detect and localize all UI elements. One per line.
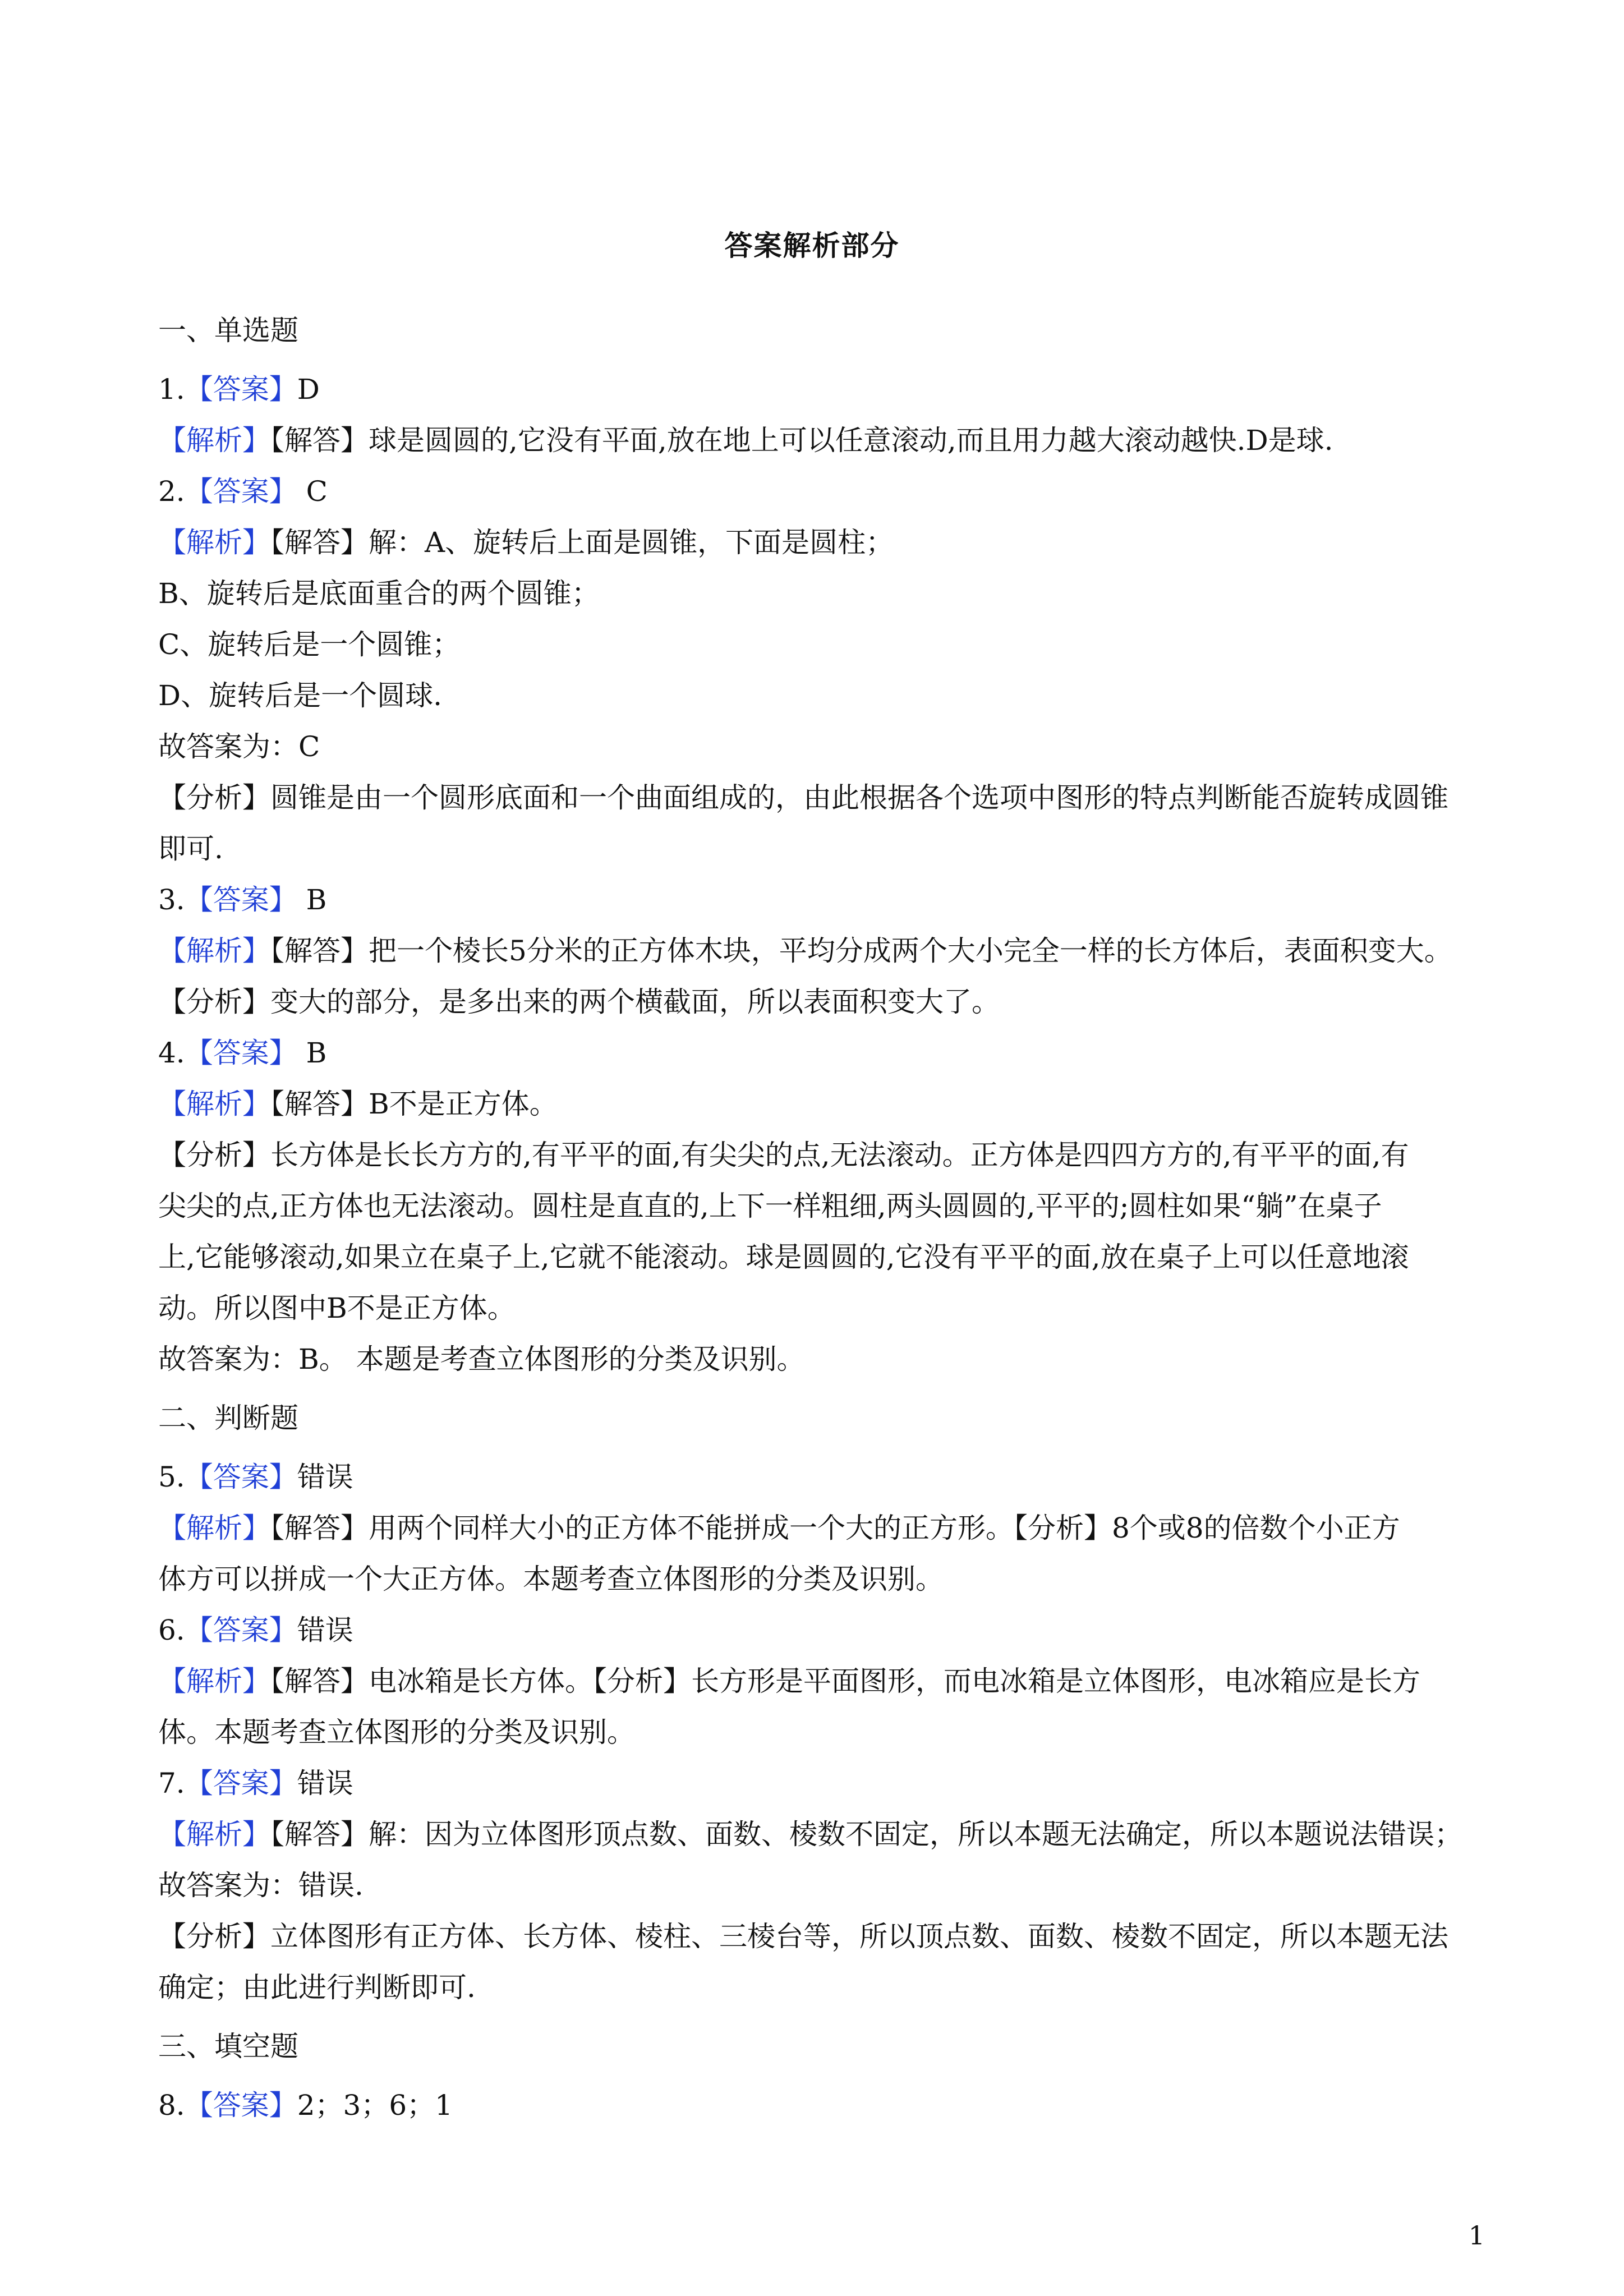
text-line <box>158 1707 1482 1758</box>
text-line <box>158 1181 1482 1232</box>
question-number: 8. <box>158 2089 185 2122</box>
analysis-line <box>158 1809 1482 1860</box>
line-text: 二、判断题 <box>158 1402 298 1434</box>
line-text: 尖尖的点,正方体也无法滚动。圆柱是直直的,上下一样粗细,两头圆圆的,平平的;圆柱如果“躺”在桌子 <box>158 1190 1382 1222</box>
answer-line <box>158 466 1482 517</box>
question-number: 7. <box>158 1767 185 1800</box>
question-number: 2. <box>158 475 185 508</box>
analysis-line <box>158 517 1482 568</box>
answer-content <box>158 297 1482 2131</box>
line-text: B <box>297 884 327 916</box>
line-text: 错误 <box>297 1614 353 1646</box>
line-text: 体。本题考查立体图形的分类及识别。 <box>158 1716 635 1749</box>
answer-line <box>158 1605 1482 1656</box>
line-text: 【分析】长方体是长长方方的,有平平的面,有尖尖的点,无法滚动。正方体是四四方方的,有平平的面,有 <box>158 1139 1409 1171</box>
text-line <box>158 1860 1482 1911</box>
analysis-tag: 【解析】 <box>158 526 270 559</box>
text-line <box>158 568 1482 619</box>
section-heading <box>158 2021 1482 2072</box>
line-text: 【解答】解：A、旋转后上面是圆锥，下面是圆柱； <box>270 526 894 559</box>
line-text: D、旋转后是一个圆球. <box>158 679 442 712</box>
answer-tag: 【答案】 <box>185 1461 297 1493</box>
question-number: 4. <box>158 1037 185 1069</box>
line-text: 确定；由此进行判断即可. <box>158 1971 476 2004</box>
answer-tag: 【答案】 <box>185 1767 297 1800</box>
analysis-line <box>158 926 1482 977</box>
line-text: 【解答】B不是正方体。 <box>270 1088 558 1120</box>
answer-line <box>158 1758 1482 1809</box>
line-text: 2；3；6；1 <box>297 2089 453 2122</box>
answer-line <box>158 2080 1482 2131</box>
analysis-line <box>158 1079 1482 1130</box>
line-text: 【分析】立体图形有正方体、长方体、棱柱、三棱台等，所以顶点数、面数、棱数不固定，所以本题无法 <box>158 1920 1448 1953</box>
line-text: 错误 <box>297 1461 353 1493</box>
page-number: 1 <box>1468 2220 1485 2251</box>
line-text: D <box>297 373 320 406</box>
analysis-line <box>158 1503 1482 1554</box>
page-title: 答案解析部分 <box>724 229 900 262</box>
text-line <box>158 619 1482 670</box>
analysis-line <box>158 415 1482 466</box>
answer-line <box>158 1452 1482 1503</box>
text-line <box>158 1554 1482 1605</box>
analysis-tag: 【解析】 <box>158 1088 270 1120</box>
analysis-tag: 【解析】 <box>158 1665 270 1697</box>
analysis-tag: 【解析】 <box>158 935 270 967</box>
line-text: 【分析】圆锥是由一个圆形底面和一个曲面组成的，由此根据各个选项中图形的特点判断能否旋转成圆锥 <box>158 781 1448 814</box>
line-text: 错误 <box>297 1767 353 1800</box>
text-line <box>158 1911 1482 1962</box>
line-text: 【分析】变大的部分，是多出来的两个横截面，所以表面积变大了。 <box>158 986 1000 1018</box>
text-line <box>158 1334 1482 1385</box>
text-line <box>158 1962 1482 2013</box>
answer-tag: 【答案】 <box>185 1037 297 1069</box>
line-text: 【解答】用两个同样大小的正方体不能拼成一个大的正方形。【分析】8个或8的倍数个小正方 <box>270 1512 1400 1544</box>
analysis-line <box>158 1656 1482 1707</box>
analysis-tag: 【解析】 <box>158 1512 270 1544</box>
section-heading <box>158 305 1482 356</box>
line-text: C、旋转后是一个圆锥； <box>158 628 461 661</box>
line-text: 【解答】电冰箱是长方体。【分析】长方形是平面图形，而电冰箱是立体图形，电冰箱应是长方 <box>270 1665 1420 1697</box>
line-text: 故答案为：错误. <box>158 1869 364 1902</box>
answer-tag: 【答案】 <box>185 373 297 406</box>
question-number: 3. <box>158 884 185 916</box>
text-line <box>158 1283 1482 1334</box>
question-number: 1. <box>158 373 185 406</box>
text-line <box>158 977 1482 1028</box>
question-number: 6. <box>158 1614 185 1646</box>
line-text: 故答案为：C <box>158 730 320 763</box>
answer-line <box>158 364 1482 415</box>
line-text: 【解答】解：因为立体图形顶点数、面数、棱数不固定，所以本题无法确定，所以本题说法错误； <box>270 1818 1462 1851</box>
answer-tag: 【答案】 <box>185 475 297 508</box>
section-heading <box>158 1393 1482 1444</box>
line-text: 即可. <box>158 832 223 865</box>
answer-tag: 【答案】 <box>185 884 297 916</box>
text-line <box>158 823 1482 875</box>
line-text: 【解答】球是圆圆的,它没有平面,放在地上可以任意滚动,而且用力越大滚动越快.D是球. <box>270 424 1333 457</box>
answer-tag: 【答案】 <box>185 2089 297 2122</box>
line-text: 故答案为：B。 本题是考查立体图形的分类及识别。 <box>158 1343 805 1375</box>
line-text: 一、单选题 <box>158 314 298 347</box>
text-line <box>158 772 1482 823</box>
text-line <box>158 670 1482 721</box>
answer-tag: 【答案】 <box>185 1614 297 1646</box>
answer-line <box>158 875 1482 926</box>
question-number: 5. <box>158 1461 185 1493</box>
line-text: 三、填空题 <box>158 2030 298 2063</box>
text-line <box>158 1130 1482 1181</box>
analysis-tag: 【解析】 <box>158 1818 270 1851</box>
line-text: 体方可以拼成一个大正方体。本题考查立体图形的分类及识别。 <box>158 1563 944 1595</box>
line-text: 上,它能够滚动,如果立在桌子上,它就不能滚动。球是圆圆的,它没有平平的面,放在桌子上可以任意地滚 <box>158 1241 1409 1273</box>
analysis-tag: 【解析】 <box>158 424 270 457</box>
text-line <box>158 1232 1482 1283</box>
line-text: C <box>297 475 328 508</box>
line-text: 【解答】把一个棱长5分米的正方体木块，平均分成两个大小完全一样的长方体后，表面积变大。 <box>270 935 1452 967</box>
text-line <box>158 721 1482 772</box>
line-text: B、旋转后是底面重合的两个圆锥； <box>158 577 600 610</box>
line-text: B <box>297 1037 327 1069</box>
line-text: 动。所以图中B不是正方体。 <box>158 1292 516 1324</box>
answer-line <box>158 1028 1482 1079</box>
